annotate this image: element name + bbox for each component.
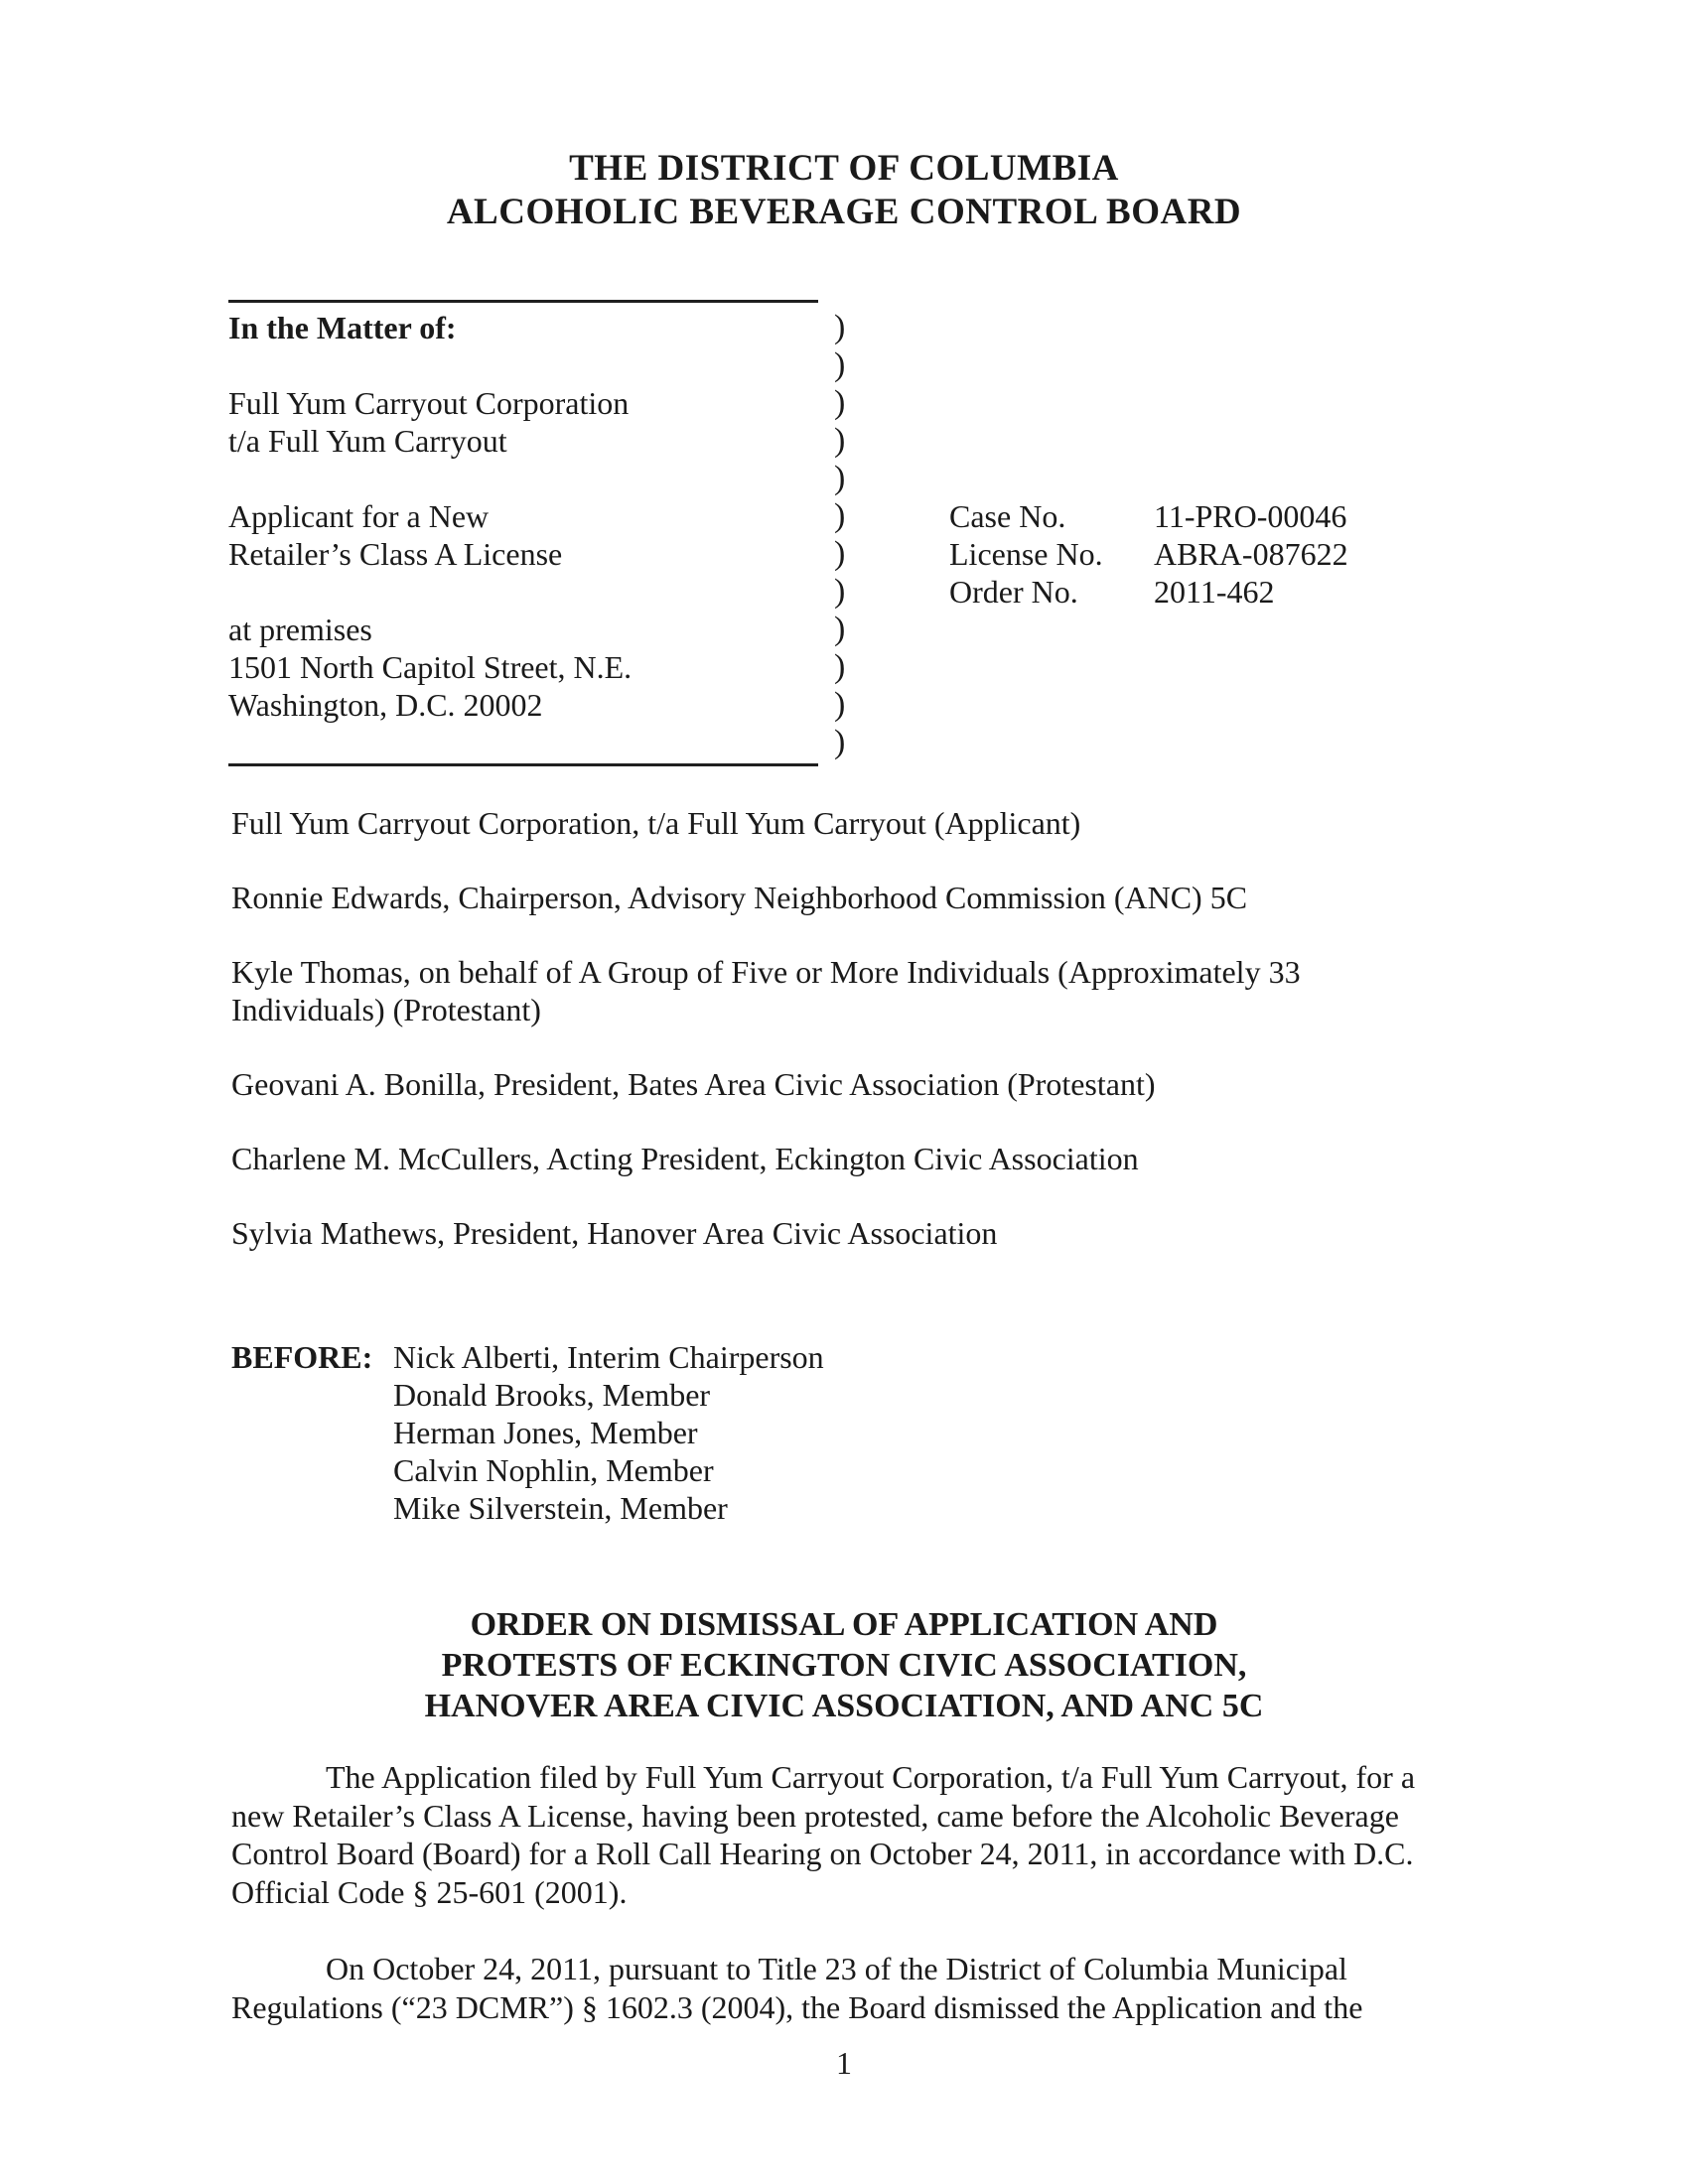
board-member: Nick Alberti, Interim Chairperson (393, 1339, 824, 1375)
license-number-label: License No. (949, 536, 1103, 572)
case-number-value: 11-PRO-00046 (1154, 498, 1347, 534)
premises-city: Washington, D.C. 20002 (228, 687, 543, 723)
caption-row (228, 686, 1348, 724)
caption-row (228, 346, 1348, 384)
before-label: BEFORE: (231, 1339, 373, 1375)
caption-paren: ) (834, 686, 846, 723)
caption-rows (228, 303, 1348, 763)
caption-paren: ) (834, 724, 846, 760)
caption-paren: ) (834, 422, 846, 459)
board-member: Mike Silverstein, Member (393, 1490, 728, 1526)
party-group-protestant: Kyle Thomas, on behalf of A Group of Five or More Individuals (Approximately 33 Individuals) (Protestant) (231, 954, 1301, 1027)
caption-text (228, 346, 818, 384)
caption-paren: ) (834, 346, 846, 383)
license-number-value: ABRA-087622 (1154, 536, 1348, 572)
board-member: Herman Jones, Member (393, 1415, 698, 1450)
court-header (0, 147, 1688, 234)
caption-heading: In the Matter of: (228, 310, 457, 345)
caption-row (228, 460, 1348, 497)
order-title-line1: ORDER ON DISMISSAL OF APPLICATION AND (470, 1606, 1218, 1643)
caption-paren: ) (834, 460, 846, 496)
parties-list (231, 804, 1423, 1289)
case-number-label: Case No. (949, 498, 1066, 534)
caption-row (228, 309, 1348, 346)
caption-paren: ) (834, 535, 846, 572)
applicant-name: Full Yum Carryout Corporation (228, 385, 630, 421)
caption-paren: ) (834, 648, 846, 685)
party-bates-association: Geovani A. Bonilla, President, Bates Area Civic Association (Protestant) (231, 1066, 1156, 1102)
caption-row (228, 724, 1348, 761)
party-eckington-association: Charlene M. McCullers, Acting President, Eckington Civic Association (231, 1141, 1139, 1176)
court-name-line1: THE DISTRICT OF COLUMBIA (569, 148, 1119, 189)
application-type-line1: Applicant for a New (228, 498, 490, 534)
premises-intro: at premises (228, 612, 372, 647)
caption-paren: ) (834, 384, 846, 421)
party-anc-chairperson: Ronnie Edwards, Chairperson, Advisory Neighborhood Commission (ANC) 5C (231, 880, 1248, 915)
party-applicant: Full Yum Carryout Corporation, t/a Full Yum Carryout (Applicant) (231, 805, 1081, 841)
caption-paren: ) (834, 611, 846, 647)
order-title (0, 1604, 1688, 1726)
order-title-line2: PROTESTS OF ECKINGTON CIVIC ASSOCIATION, (441, 1647, 1247, 1684)
caption-row (228, 573, 1348, 611)
caption-row (228, 384, 1348, 422)
page-number: 1 (836, 2045, 852, 2081)
body-paragraph-2: On October 24, 2011, pursuant to Title 23 of the District of Columbia Municipal Regulations (“23 DCMR”) § 1602.3 (2004), the Board dismissed the Application and the (231, 1951, 1363, 2025)
order-number-value: 2011-462 (1154, 574, 1275, 610)
board-member: Calvin Nophlin, Member (393, 1452, 714, 1488)
order-number-label: Order No. (949, 574, 1078, 610)
caption-row (228, 611, 1348, 648)
caption-paren: ) (834, 497, 846, 534)
caption-row (228, 648, 1348, 686)
caption-text (228, 573, 818, 611)
caption-text (228, 724, 818, 761)
caption-row (228, 535, 1348, 573)
application-type-line2: Retailer’s Class A License (228, 536, 563, 572)
case-caption (228, 300, 1348, 766)
caption-bottom-rule (228, 763, 818, 766)
party-hanover-association: Sylvia Mathews, President, Hanover Area Civic Association (231, 1215, 998, 1251)
order-number-row (949, 573, 1274, 611)
caption-paren: ) (834, 309, 846, 345)
board-member: Donald Brooks, Member (393, 1377, 711, 1413)
body-paragraph-1: The Application filed by Full Yum Carryout Corporation, t/a Full Yum Carryout, for a new Retailer’s Class A License, having been protested, came before the Alcoholic Beverage Control Board (Board) for a Roll Call Hearing on October 24, 2011, in accordance with D.C. Official Code § 25-601 (2001). (231, 1759, 1416, 1910)
caption-row (228, 422, 1348, 460)
caption-paren: ) (834, 573, 846, 610)
court-name-line2: ALCOHOLIC BEVERAGE CONTROL BOARD (446, 192, 1242, 232)
trade-name: t/a Full Yum Carryout (228, 423, 507, 459)
license-number-row (949, 535, 1348, 573)
case-number-row (949, 497, 1346, 535)
order-title-line3: HANOVER AREA CIVIC ASSOCIATION, AND ANC 5C (424, 1688, 1264, 1724)
caption-row (228, 497, 1348, 535)
board-members (393, 1338, 824, 1527)
board-panel (231, 1338, 824, 1527)
caption-text (228, 460, 818, 497)
premises-street: 1501 North Capitol Street, N.E. (228, 649, 633, 685)
